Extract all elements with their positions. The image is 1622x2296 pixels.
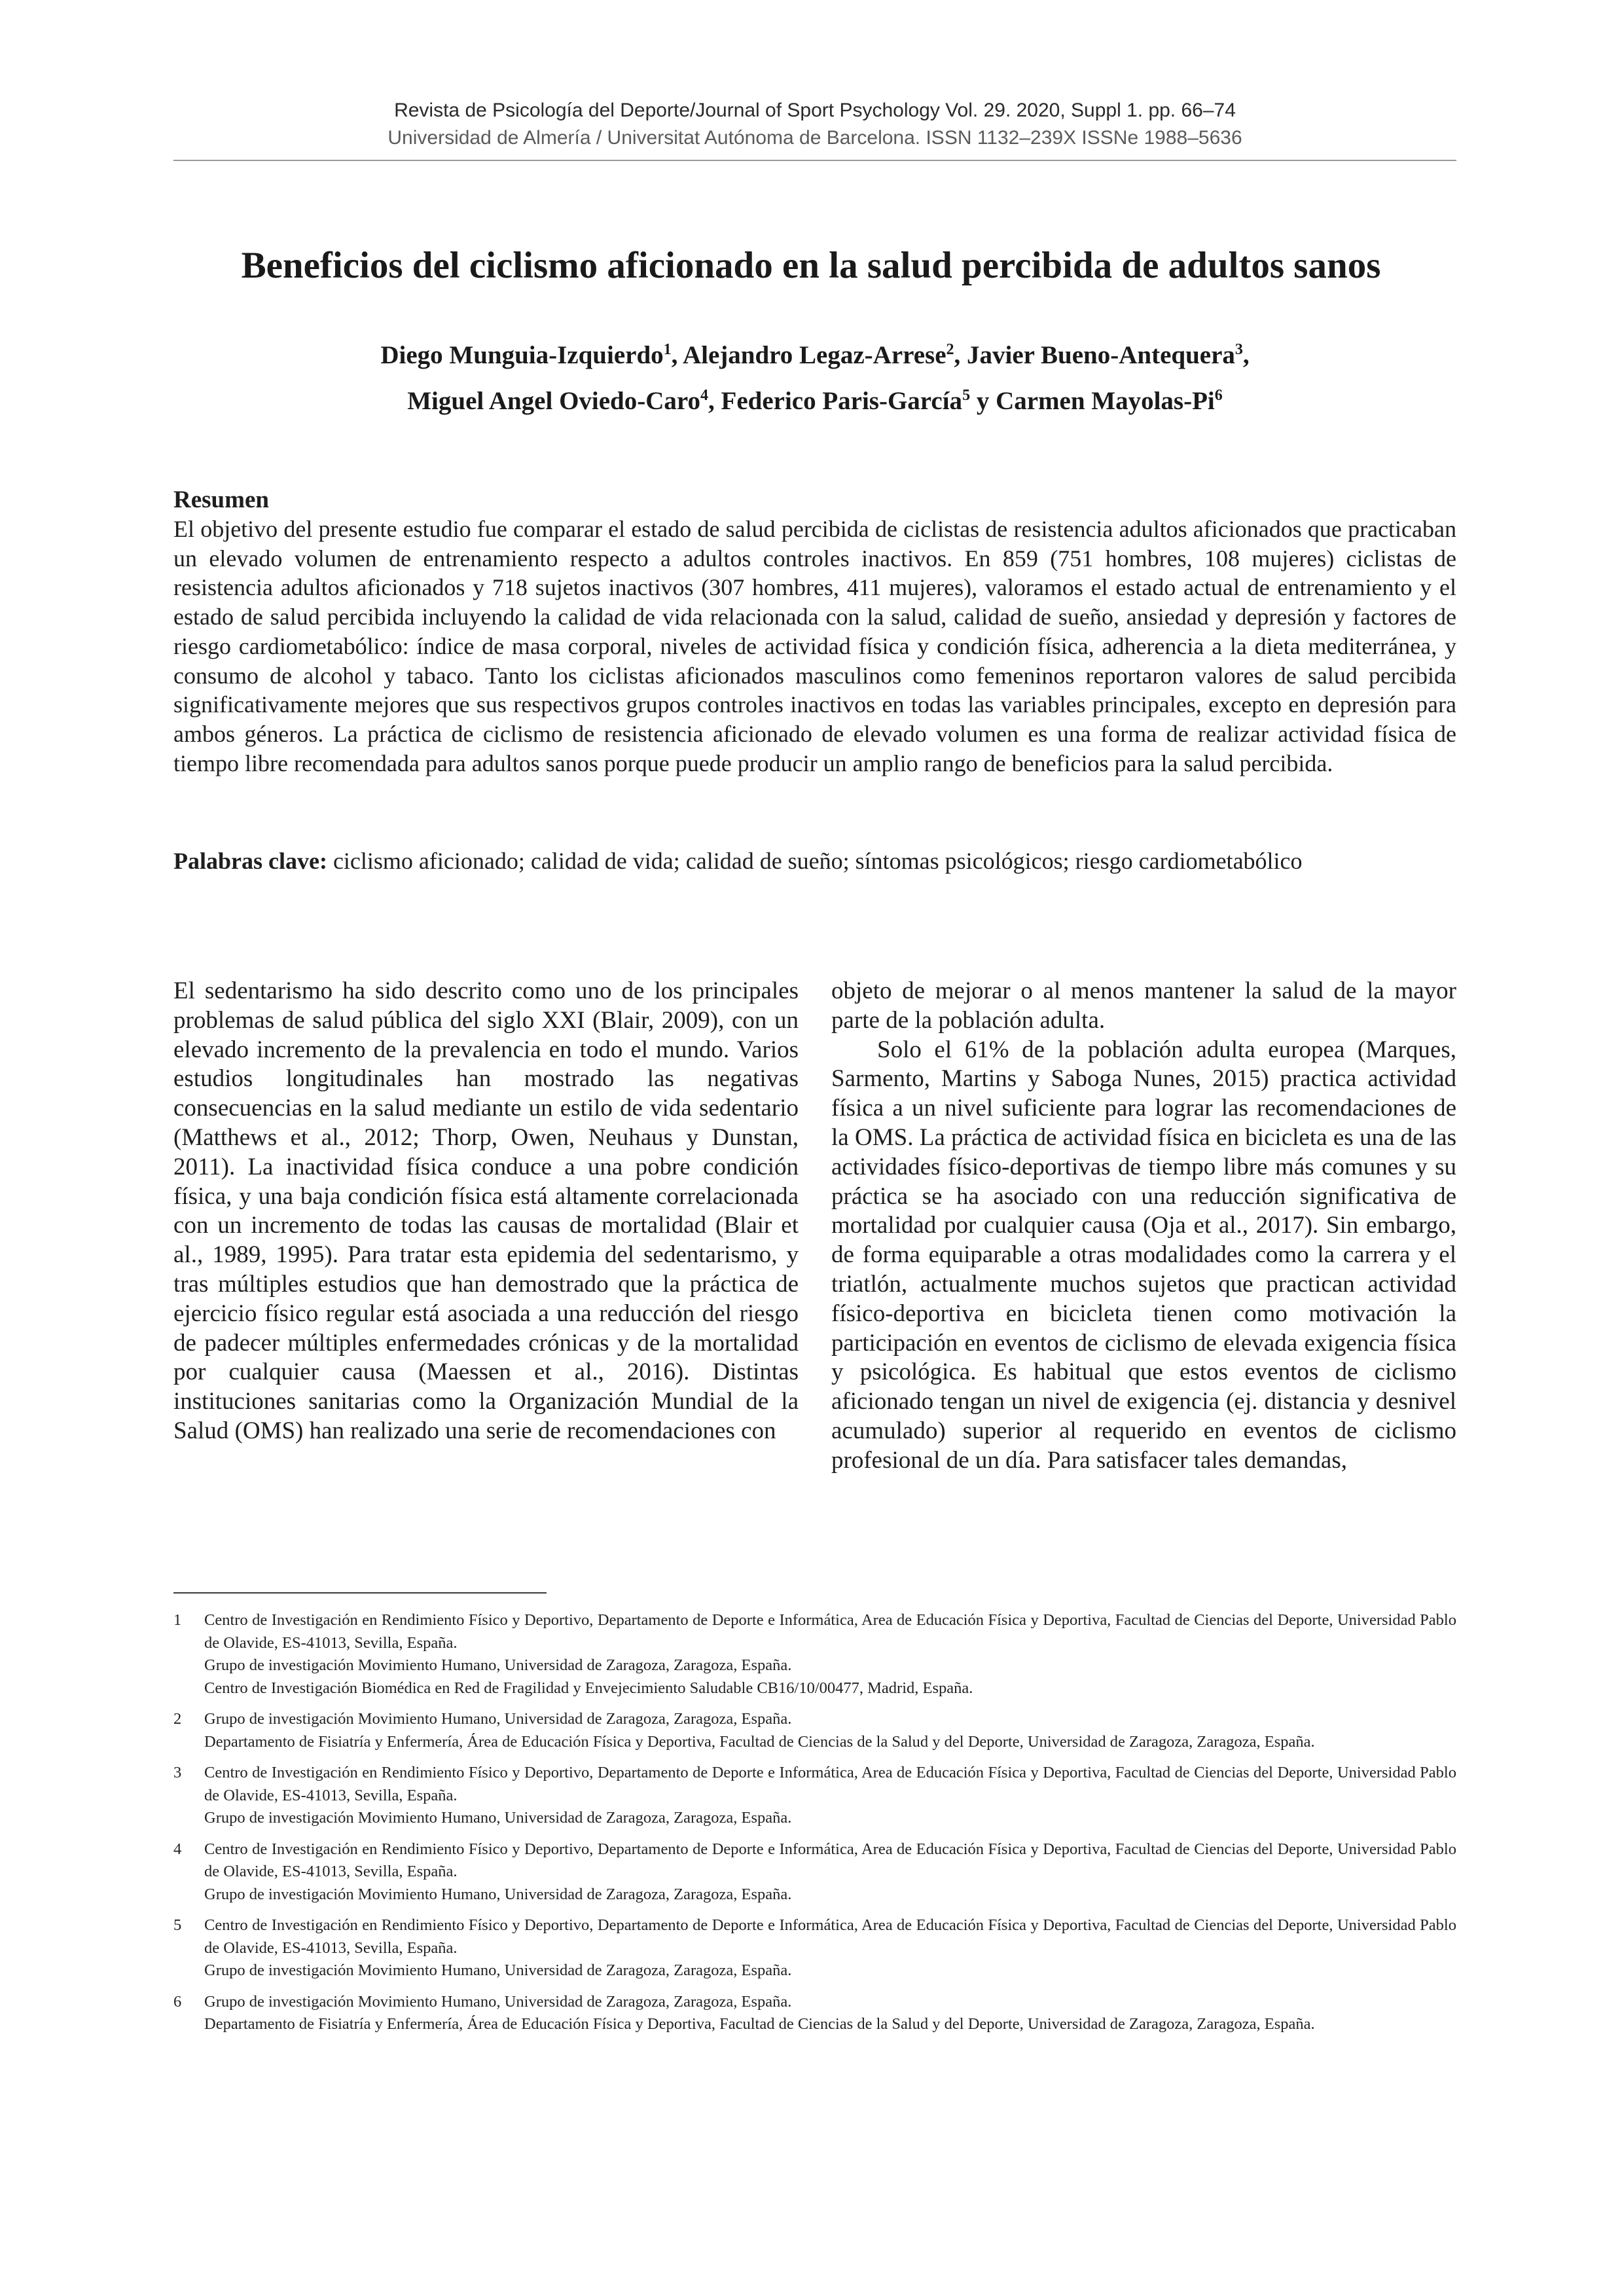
body-column-right xyxy=(831,977,1456,1476)
footnote-line: Centro de Investigación en Rendimiento Físico y Deportivo, Departamento de Deporte e Informática, Area de Educación Física y Deportiva, Facultad de Ciencias del Deporte, Universidad Pablo de Olavide, ES-41013, Sevilla, España. xyxy=(204,1840,1456,1880)
footnote xyxy=(173,1708,1456,1753)
footnote-text xyxy=(204,1762,1456,1830)
footnote-text xyxy=(204,1708,1456,1753)
footnote-number: 6 xyxy=(173,1992,182,2011)
footnote-line: Centro de Investigación en Rendimiento Físico y Deportivo, Departamento de Deporte e Informática, Area de Educación Física y Deportiva, Facultad de Ciencias del Deporte, Universidad Pablo de Olavide, ES-41013, Sevilla, España. xyxy=(204,1611,1456,1652)
author-separator: , xyxy=(671,341,683,369)
author-affiliation: 5 xyxy=(962,387,971,404)
keywords-list: ciclismo aficionado; calidad de vida; calidad de sueño; síntomas psicológicos; riesgo cardiometabólico xyxy=(327,848,1303,874)
footnote-line: Departamento de Fisiatría y Enfermería, Área de Educación Física y Deportiva, Facultad de Ciencias de la Salud y del Deporte, Universidad de Zaragoza, Zaragoza, España. xyxy=(204,2015,1315,2033)
author-name: Miguel Angel Oviedo-Caro xyxy=(407,387,700,415)
author-name: Carmen Mayolas-Pi xyxy=(996,387,1215,415)
abstract-heading: Resumen xyxy=(173,486,269,513)
journal-line: Revista de Psicología del Deporte/Journal of Sport Psychology Vol. 29. 2020, Suppl 1. pp. 66–74 xyxy=(394,100,1236,121)
author-separator: y xyxy=(970,387,996,415)
footnote xyxy=(173,1609,1456,1700)
footnote-line: Grupo de investigación Movimiento Humano, Universidad de Zaragoza, Zaragoza, España. xyxy=(204,1961,792,1979)
footnote-rule xyxy=(173,1592,547,1594)
author-line-2 xyxy=(173,378,1456,424)
header-rule xyxy=(173,160,1456,161)
footnote-line: Grupo de investigación Movimiento Humano, Universidad de Zaragoza, Zaragoza, España. xyxy=(204,1992,792,2011)
author-affiliation: 1 xyxy=(663,341,672,358)
author-list xyxy=(173,333,1456,424)
author-affiliation: 6 xyxy=(1214,387,1223,404)
footnote-line: Grupo de investigación Movimiento Humano, Universidad de Zaragoza, Zaragoza, España. xyxy=(204,1656,792,1674)
body-paragraph: Solo el 61% de la población adulta europea (Marques, Sarmento, Martins y Saboga Nunes, 2015) practica actividad física a un nivel suficiente para lograr las recomendaciones de la OMS. La práctica de actividad física en bicicleta es una de las actividades físico-deportivas de tiempo libre más comunes y su práctica se ha asociado con una reducción significativa de mortalidad por cualquier causa (Oja et al., 2017). Sin embargo, de forma equiparable a otras modalidades como la carrera y el triatlón, actualmente muchos sujetos que practican actividad físico-deportiva en bicicleta tienen como motivación la participación en eventos de ciclismo de elevada exigencia física y psicológica. Es habitual que estos eventos de ciclismo aficionado tengan un nivel de exigencia (ej. distancia y desnivel acumulado) superior al requerido en eventos de ciclismo profesional de un día. Para satisfacer tales demandas, xyxy=(831,1036,1456,1474)
author-affiliation: 2 xyxy=(946,341,954,358)
running-header xyxy=(173,97,1456,152)
author-name: Alejandro Legaz-Arrese xyxy=(683,341,946,369)
footnote-number: 1 xyxy=(173,1611,182,1629)
article-title: Beneficios del ciclismo aficionado en la salud percibida de adultos sanos xyxy=(241,245,1381,286)
keywords xyxy=(173,846,1456,876)
footnote-number: 5 xyxy=(173,1916,182,1934)
author-separator: , xyxy=(954,341,967,369)
footnote-line: Grupo de investigación Movimiento Humano, Universidad de Zaragoza, Zaragoza, España. xyxy=(204,1885,792,1903)
footnote xyxy=(173,1914,1456,1982)
author-affiliation: 3 xyxy=(1235,341,1243,358)
footnote-text xyxy=(204,1991,1456,2036)
author-name: Federico Paris-García xyxy=(721,387,963,415)
footnote-line: Centro de Investigación en Rendimiento Físico y Deportivo, Departamento de Deporte e Informática, Area de Educación Física y Deportiva, Facultad de Ciencias del Deporte, Universidad Pablo de Olavide, ES-41013, Sevilla, España. xyxy=(204,1916,1456,1957)
footnote-line: Grupo de investigación Movimiento Humano, Universidad de Zaragoza, Zaragoza, España. xyxy=(204,1809,792,1827)
footnote xyxy=(173,1838,1456,1906)
footnote-line: Departamento de Fisiatría y Enfermería, Área de Educación Física y Deportiva, Facultad de Ciencias de la Salud y del Deporte, Universidad de Zaragoza, Zaragoza, España. xyxy=(204,1732,1315,1751)
abstract-text: El objetivo del presente estudio fue comparar el estado de salud percibida de ciclistas de resistencia adultos aficionados que practicaban un elevado volumen de entrenamiento respecto a adultos controles inactivos. En 859 (751 hombres, 108 mujeres) ciclistas de resistencia adultos aficionados y 718 sujetos inactivos (307 hombres, 411 mujeres), valoramos el estado actual de entrenamiento y el estado de salud percibida incluyendo la calidad de vida relacionada con la salud, calidad de sueño, ansiedad y depresión y factores de riesgo cardiometabólico: índice de masa corporal, niveles de actividad física y condición física, adherencia a la dieta mediterránea, y consumo de alcohol y tabaco. Tanto los ciclistas aficionados masculinos como femeninos reportaron valores de salud percibida significativamente mejores que sus respectivos grupos controles inactivos en todas las variables principales, excepto en depresión para ambos géneros. La práctica de ciclismo de resistencia aficionado de elevado volumen es una forma de realizar actividad física de tiempo libre recomendada para adultos sanos porque puede producir un amplio rango de beneficios para la salud percibida. xyxy=(173,516,1456,776)
author-line-1 xyxy=(173,333,1456,378)
author-separator: , xyxy=(708,387,721,415)
footnote-number: 2 xyxy=(173,1710,182,1728)
footnote-text xyxy=(204,1914,1456,1982)
footnote-line: Centro de Investigación Biomédica en Red de Fragilidad y Envejecimiento Saludable CB16/10/00477, Madrid, España. xyxy=(204,1679,973,1697)
footnote-line: Centro de Investigación en Rendimiento Físico y Deportivo, Departamento de Deporte e Informática, Area de Educación Física y Deportiva, Facultad de Ciencias del Deporte, Universidad Pablo de Olavide, ES-41013, Sevilla, España. xyxy=(204,1764,1456,1804)
footnote-number: 4 xyxy=(173,1840,182,1858)
footnote xyxy=(173,1991,1456,2036)
footnote-text xyxy=(204,1838,1456,1906)
body-paragraph: El sedentarismo ha sido descrito como uno de los principales problemas de salud pública del siglo XXI (Blair, 2009), con un elevado incremento de la prevalencia en todo el mundo. Varios estudios longitudinales han mostrado las negativas consecuencias en la salud mediante un estilo de vida sedentario (Matthews et al., 2012; Thorp, Owen, Neuhaus y Dunstan, 2011). La inactividad física conduce a una pobre condición física, y una baja condición física está altamente correlacionada con un incremento de todas las causas de mortalidad (Blair et al., 1989, 1995). Para tratar esta epidemia del sedentarismo, y tras múltiples estudios que han demostrado que la práctica de ejercicio físico regular está asociada a una reducción del riesgo de padecer múltiples enfermedades crónicas y de la mortalidad por cualquier causa (Maessen et al., 2016). Distintas instituciones sanitarias como la Organización Mundial de la Salud (OMS) han realizado una serie de recomendaciones con xyxy=(173,977,799,1444)
body-paragraph: objeto de mejorar o al menos mantener la salud de la mayor parte de la población adulta. xyxy=(831,977,1456,1034)
footnotes xyxy=(173,1609,1456,2045)
author-name: Diego Munguia-Izquierdo xyxy=(380,341,664,369)
author-affiliation: 4 xyxy=(700,387,708,404)
author-separator: , xyxy=(1242,341,1250,369)
publisher-line: Universidad de Almería / Universitat Autónoma de Barcelona. ISSN 1132–239X ISSNe 1988–5636 xyxy=(387,127,1242,149)
author-name: Javier Bueno-Antequera xyxy=(967,341,1235,369)
footnote xyxy=(173,1762,1456,1830)
keywords-label: Palabras clave: xyxy=(173,848,327,874)
footnote-text xyxy=(204,1609,1456,1700)
footnote-number: 3 xyxy=(173,1764,182,1781)
body-column-left xyxy=(173,977,799,1446)
footnote-line: Grupo de investigación Movimiento Humano, Universidad de Zaragoza, Zaragoza, España. xyxy=(204,1710,792,1728)
